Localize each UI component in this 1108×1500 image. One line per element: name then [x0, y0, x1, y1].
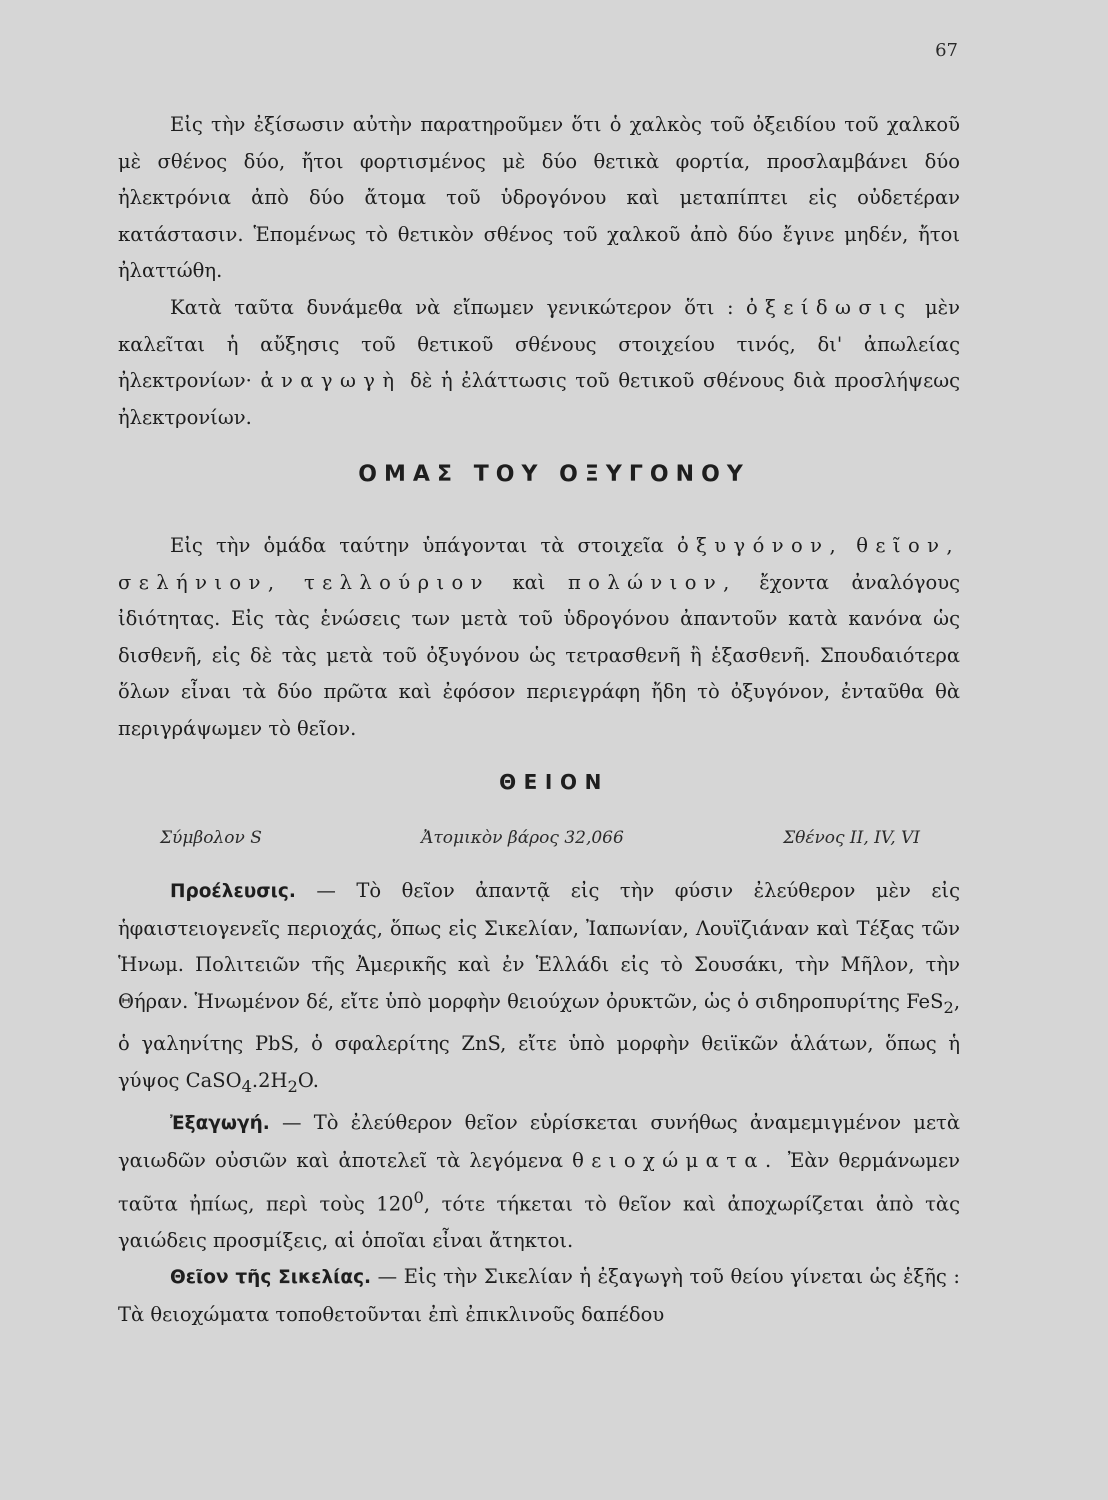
paragraph-oxidation-definition	[118, 290, 960, 436]
formula-galena: PbS	[254, 1032, 294, 1056]
element-sulfur: θεῖον,	[856, 534, 961, 557]
page-number: 67	[935, 40, 958, 61]
label-sicily: Θεῖον τῆς Σικελίας.	[170, 1267, 372, 1289]
element-polonium: πολώνιον,	[567, 570, 737, 594]
paragraph-oxygen-group	[118, 528, 960, 748]
term-oxidation: ὀξείδωσις	[746, 295, 913, 319]
paragraph-sicily	[118, 1259, 960, 1333]
sulfur-section	[118, 873, 960, 1333]
group-intro: Εἰς τὴν ὁμάδα ταύτην ὑπάγονται τὰ στοιχεῖα	[170, 534, 664, 557]
extraction-text-3: , τότε τήκεται τὸ θεῖον καὶ ἀποχωρίζεται ἀπὸ τὰς γαιώδεις προσμίξεις, αἱ ὁποῖαι εἶναι ἄτηκτοι.	[118, 1192, 960, 1252]
intro-section	[118, 107, 960, 436]
degree-mark: 0	[413, 1187, 424, 1207]
paragraph-extraction	[118, 1105, 960, 1259]
reduction-desc: δὲ ἡ ἐλάττωσις τοῦ θετικοῦ σθένους διὰ προσλήψεως ἠλεκτρονίων.	[118, 369, 961, 429]
element-tellurium: τελλούριον	[303, 570, 490, 594]
oxidation-desc: μὲν καλεῖται ἡ αὔξησις τοῦ θετικοῦ σθένους στοιχείου τινός, δι' ἀπωλείας ἠλεκτρονίων·	[118, 295, 960, 393]
formula-pyrite: FeS$_2$	[906, 989, 954, 1017]
label-origin: Προέλευσις.	[170, 881, 296, 902]
extraction-text-2: Ἐὰν θερμάνωμεν ταῦτα ἠπίως, περὶ τοὺς 120	[118, 1148, 960, 1216]
heading-sulfur: ΘΕΙΟΝ	[499, 770, 609, 794]
formula-sphalerite: ZnS	[461, 1032, 501, 1056]
oxygen-group-section	[118, 528, 960, 748]
extraction-text-1: — Τὸ ἐλεύθερον θεῖον εὑρίσκεται συνήθως ἀναμεμιγμένον μετὰ γαιωδῶν οὐσιῶν καὶ ἀποτελεῖ τὰ λεγόμενα	[118, 1111, 961, 1172]
origin-text-1: — Τὸ θεῖον ἀπαντᾷ εἰς τὴν φύσιν ἐλεύθερον μὲν εἰς ἡφαιστειογενεῖς περιοχάς, ὅπως εἰς Σικελίαν, Ἰαπωνίαν, Λουϊζιάναν καὶ Τέξας τῶν Ἡνωμ. Πολιτειῶν τῆς Ἀμερικῆς καὶ ἐν Ἑλλάδι εἰς τὸ Σουσάκι, τὴν Μῆλον, τὴν Θήραν. Ἡνωμένον δέ, εἴτε ὑπὸ μορφὴν θειούχων ὀρυκτῶν, ὡς ὁ σιδηροπυρίτης	[118, 879, 961, 1013]
conjunction-and: καὶ	[512, 570, 546, 594]
atomic-weight: Ἀτομικὸν βάρος 32,066	[421, 828, 624, 848]
element-oxygen: ὀξυγόνον,	[676, 534, 844, 557]
heading-oxygen-group: ΟΜΑΣ ΤΟΥ ΟΞΥΓΟΝΟΥ	[358, 462, 750, 487]
formula-gypsum: $CaSO_4.2H_2O$.	[185, 1068, 319, 1096]
origin-text-4: , εἴτε ὑπὸ μορφὴν θειϊκῶν ἁλάτων, ὅπως ἡ γύψος	[118, 1032, 961, 1092]
element-meta	[160, 828, 920, 848]
element-selenium: σελήνιον,	[118, 570, 282, 594]
paragraph-origin	[118, 873, 960, 1105]
group-desc: ἔχοντα ἀναλόγους ἰδιότητας. Εἰς τὰς ἑνώσεις των μετὰ τοῦ ὑδρογόνου ἀπαντοῦν κατὰ κανόνα ὡς δισθενῆ, εἰς δὲ τὰς μετὰ τοῦ ὀξυγόνου ὡς τετρασθενῆ ἢ ἑξασθενῆ. Σπουδαιότερα ὅλων εἶναι τὰ δύο πρῶτα καὶ ἐφόσον περιεγράφη ἤδη τὸ ὀξυγόνον, ἐνταῦθα θὰ περιγράψωμεν τὸ θεῖον.	[118, 570, 961, 740]
label-extraction: Ἐξαγωγή.	[170, 1113, 270, 1135]
valence: Σθένος II, IV, VI	[783, 828, 920, 848]
origin-text-3: , ὁ σφαλερίτης	[293, 1032, 450, 1056]
sicily-text: — Εἰς τὴν Σικελίαν ἡ ἐξαγωγὴ τοῦ θείου γίνεται ὡς ἑξῆς : Τὰ θειοχώματα τοποθετοῦνται ἐπὶ ἐπικλινοῦς δαπέδου	[118, 1265, 960, 1326]
oxidation-intro: Κατὰ ταῦτα δυνάμεθα νὰ εἴπωμεν γενικώτερον ὅτι :	[170, 295, 734, 319]
paragraph-equation: Εἰς τὴν ἐξίσωσιν αὐτὴν παρατηροῦμεν ὅτι ὁ χαλκὸς τοῦ ὀξειδίου τοῦ χαλκοῦ μὲ σθένος δύο, ἤτοι φορτισμένος μὲ δύο θετικὰ φορτία, προσλαμβάνει δύο ἠλεκτρόνια ἀπὸ δύο ἄτομα τοῦ ὑδρογόνου καὶ μεταπίπτει εἰς οὐδετέραν κατάστασιν. Ἑπομένως τὸ θετικὸν σθένος τοῦ χαλκοῦ ἀπὸ δύο ἔγινε μηδέν, ἤτοι ἠλαττώθη.	[118, 113, 960, 283]
term-sulfur-soils: θειοχώματα.	[572, 1148, 779, 1172]
element-symbol: Σύμβολον S	[160, 828, 262, 848]
term-reduction: ἀναγωγὴ	[260, 369, 402, 393]
origin-text-2: , ὁ γαληνίτης	[118, 989, 961, 1056]
